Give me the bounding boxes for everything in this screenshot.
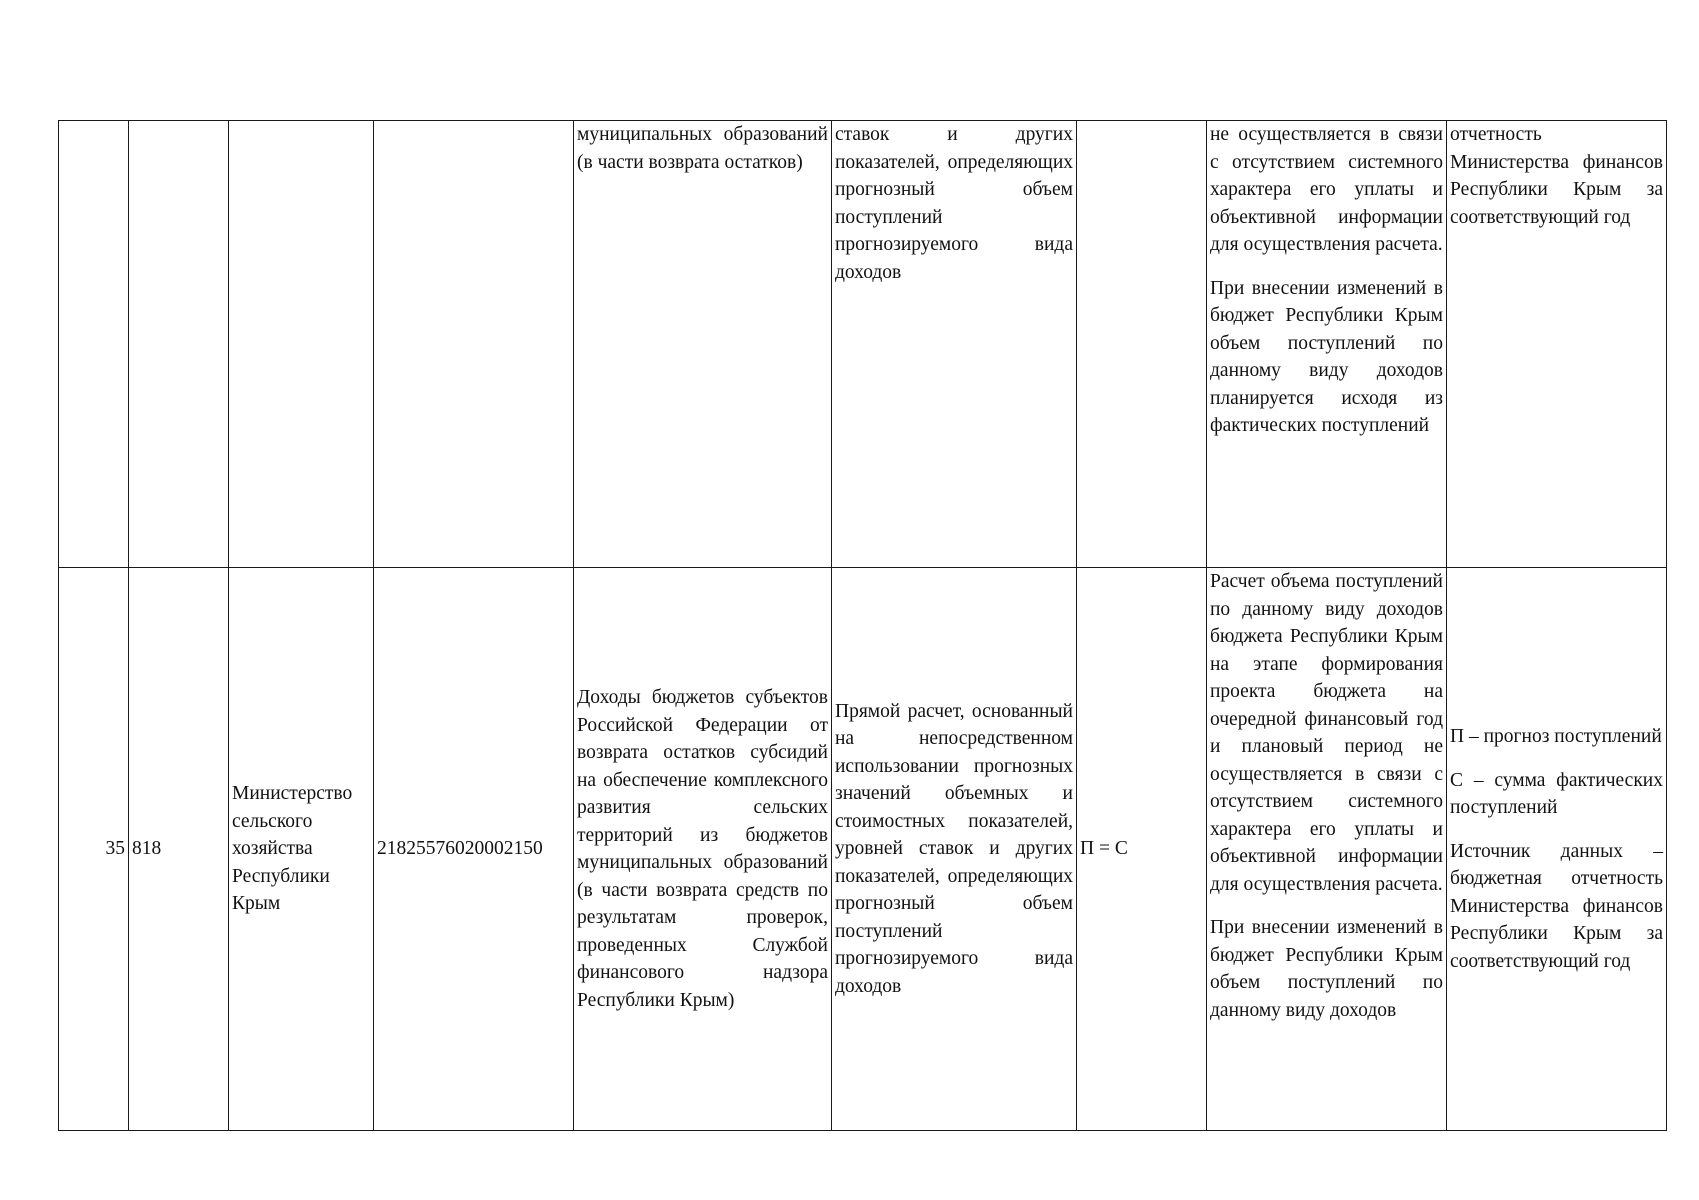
method-cell <box>832 568 1077 1131</box>
algorithm-paragraph: не осуществляется в связи с отсутствием системного характера его уплаты и объективной информации для осуществления расчета. <box>1210 124 1443 255</box>
row-number-cell <box>59 121 129 568</box>
kbk-code: 21825576020002150 <box>377 838 543 860</box>
algorithm-cell <box>1207 568 1447 1131</box>
admin-code-cell <box>129 568 229 1131</box>
kbk-code-cell <box>374 121 574 568</box>
algorithm-paragraph: При внесении изменений в бюджет Республики Крым объем поступлений по данному виду доходов планируется исходя из фактических поступлений <box>1210 277 1443 436</box>
kbk-code-cell <box>374 568 574 1131</box>
forecast-method: Прямой расчет, основанный на непосредственном использовании прогнозных значений объемных и стоимостных показателей, уровней ставок и других показателей, определяющих прогнозный объем поступлений прогнозируемого вида доходов <box>835 700 1073 997</box>
indicators-cell <box>1447 568 1667 1131</box>
table-row <box>59 121 1667 568</box>
formula-cell <box>1077 568 1207 1131</box>
indicators-paragraph: С – сумма фактических поступлений <box>1450 769 1663 818</box>
administrator-name: Министерство сельского хозяйства Республики Крым <box>232 783 353 915</box>
algorithm-paragraph: При внесении изменений в бюджет Республики Крым объем поступлений по данному виду доходов <box>1210 917 1443 1021</box>
revenue-forecast-table <box>58 120 1667 1131</box>
formula-cell <box>1077 121 1207 568</box>
method-cell <box>832 121 1077 568</box>
income-name: муниципальных образований (в части возврата остатков) <box>577 124 828 173</box>
administrator-cell <box>229 568 374 1131</box>
indicators-cell <box>1447 121 1667 568</box>
indicators-paragraph: отчетность Министерства финансов Республики Крым за соответствующий год <box>1450 124 1663 228</box>
income-name: Доходы бюджетов субъектов Российской Федерации от возврата остатков субсидий на обеспечение комплексного развития сельских территорий из бюджетов муниципальных образований (в части возврата средств по результатам проверок, проведенных Службой финансового надзора Республики Крым) <box>577 687 828 1011</box>
forecast-method: ставок и других показателей, определяющих прогнозный объем поступлений прогнозируемого вида доходов <box>835 124 1073 283</box>
row-number: 35 <box>105 838 125 860</box>
admin-code: 818 <box>132 838 162 860</box>
indicators-paragraph: Источник данных – бюджетная отчетность Министерства финансов Республики Крым за соответствующий год <box>1450 840 1663 972</box>
administrator-cell <box>229 121 374 568</box>
algorithm-paragraph: Расчет объема поступлений по данному виду доходов бюджета Республики Крым на этапе формирования проекта бюджета на очередной финансовый год и плановый период не осуществляется в связи с отсутствием системного характера его уплаты и объективной информации для осуществления расчета. <box>1210 571 1443 895</box>
row-number-cell <box>59 568 129 1131</box>
admin-code-cell <box>129 121 229 568</box>
formula: П = С <box>1080 838 1128 860</box>
table-row <box>59 568 1667 1131</box>
income-name-cell <box>574 568 832 1131</box>
indicators-paragraph: П – прогноз поступлений <box>1450 726 1662 747</box>
income-name-cell <box>574 121 832 568</box>
algorithm-cell <box>1207 121 1447 568</box>
